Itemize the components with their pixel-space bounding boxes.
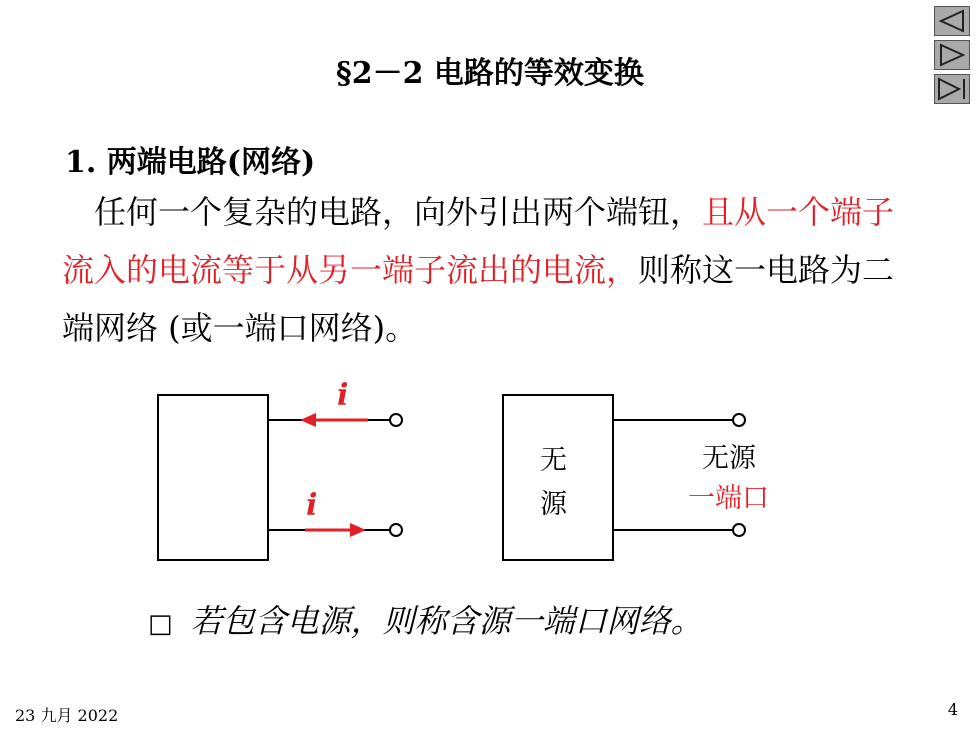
one-port-label: 一端口 xyxy=(688,483,769,514)
page-number: 4 xyxy=(947,700,958,719)
current-label-bottom: i xyxy=(306,488,318,523)
paragraph-text-1: 任何一个复杂的电路，向外引出两个端钮， xyxy=(94,193,703,231)
passive-label: 无源 xyxy=(702,443,756,474)
terminal-top-right xyxy=(733,414,745,426)
slide-title: §2－2 电路的等效变换 xyxy=(336,56,644,91)
current-label-top: i xyxy=(337,378,349,413)
terminal-bottom-left xyxy=(390,524,402,536)
box-label-line1: 无 xyxy=(540,445,567,476)
terminal-bottom-right xyxy=(733,524,745,536)
current-arrow-out-head xyxy=(350,523,366,537)
paragraph-text-red: 且从一个端子流入的电流等于从另一端子流出的电流， xyxy=(62,193,895,289)
network-box-right xyxy=(503,395,613,560)
terminal-top-left xyxy=(390,414,402,426)
note-bullet: □ xyxy=(148,609,173,639)
box-label-line2: 源 xyxy=(540,489,567,520)
footer-date: 23 九月 2022 xyxy=(15,706,119,725)
note-line xyxy=(148,596,703,642)
current-arrow-in-head xyxy=(300,413,316,427)
network-box-left xyxy=(158,395,268,560)
paragraph-text-3: 则称这一电路为二端网络 (或一端口网络)。 xyxy=(62,251,895,347)
note-text: 若包含电源，则称含源一端口网络。 xyxy=(190,602,703,640)
section-heading: 1. 两端电路(网络) xyxy=(65,145,316,180)
